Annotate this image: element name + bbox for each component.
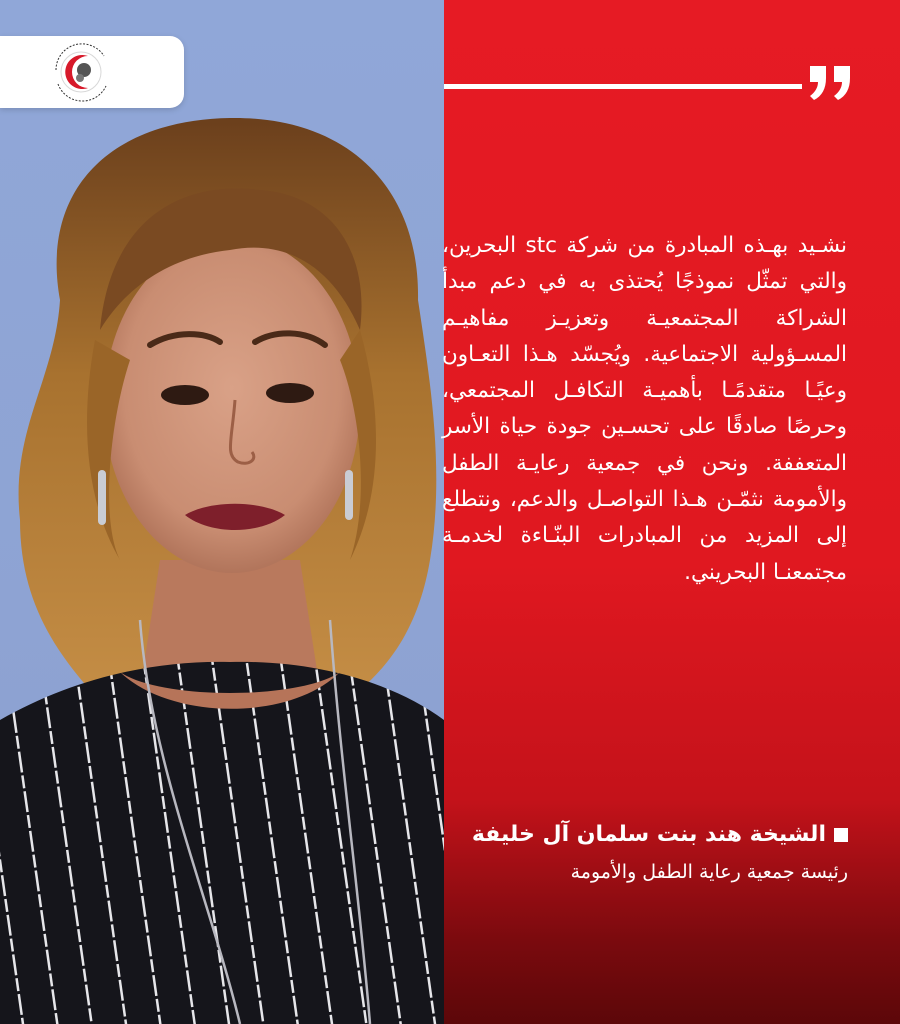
quotation-mark-icon [806, 60, 858, 104]
quote-text: نشـيد بهـذه المبادرة من شركة stc البحرين، والتي تمثّل نموذجًا يُحتذى به في دعم مبدأ الشراكة المجتمعيـة وتعزيـز مفاهيـم المسـؤولية الاجتماعية. ويُجسّد هـذا التعـاون وعيًـا متقدمًـا بأهميـة التكافـل المجتمعي، وحرصًا صادقًا على تحسـين جودة حياة الأسر المتعففة. ونحن في جمعية رعايـة الطفل والأمومة نثمّـن هـذا التواصـل والدعم، ونتطلع إلى المزيد من المبادرات البنّـاءة لخدمـة مجتمعنـا البحريني. [442, 233, 847, 585]
speaker-title: رئيسة جمعية رعاية الطفل والأمومة [570, 861, 848, 883]
bullet-square-icon [834, 828, 848, 842]
speaker-block [462, 820, 848, 886]
top-divider-line [444, 84, 802, 89]
speaker-name-row [462, 820, 848, 850]
logo-card [0, 36, 184, 108]
society-logo [44, 40, 118, 104]
speaker-name: الشيخة هند بنت سلمان آل خليفة [471, 822, 826, 847]
portrait-photo [0, 0, 444, 1024]
photo-panel [0, 0, 444, 1024]
